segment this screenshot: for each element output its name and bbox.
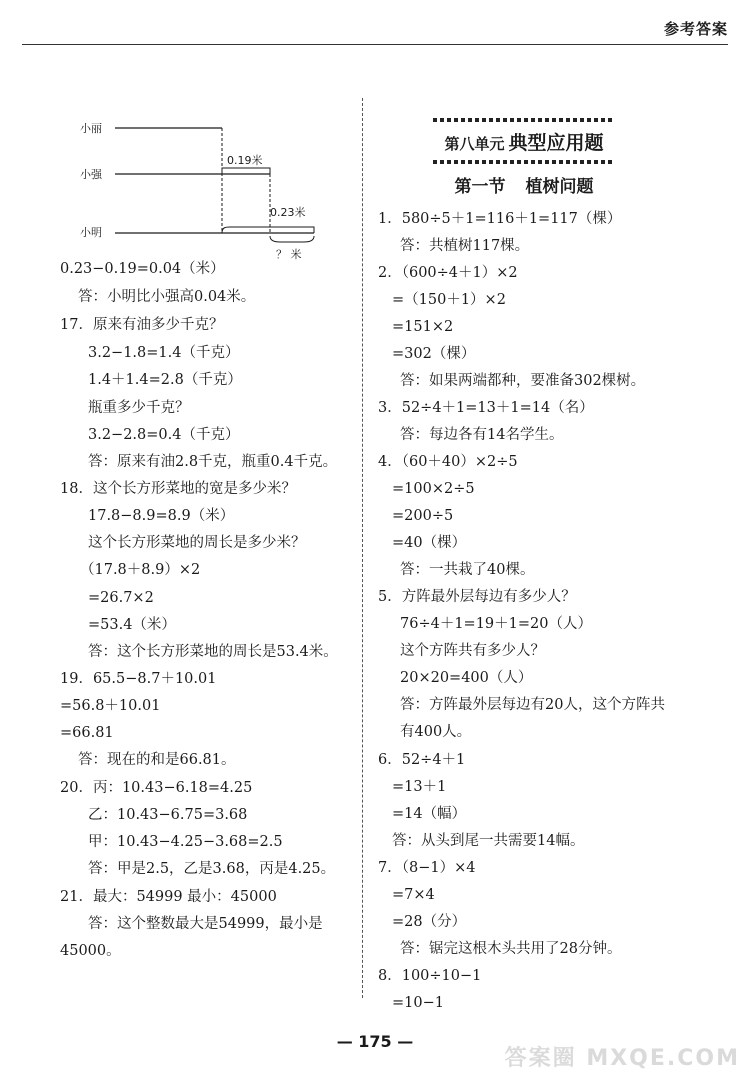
label-xiaoqiang: 小强 bbox=[80, 168, 102, 181]
right-line: =10−1 bbox=[392, 995, 444, 1011]
left-line: 答：原来有油2.8千克，瓶重0.4千克。 bbox=[88, 454, 338, 470]
left-line: 0.23−0.19=0.04（米） bbox=[60, 261, 225, 277]
left-line: 乙：10.43−6.75=3.68 bbox=[88, 807, 248, 823]
header-label: 参考答案 bbox=[663, 20, 728, 38]
section-title: 第一节 植树问题 bbox=[454, 177, 594, 197]
left-line: 19．65.5−8.7＋10.01 bbox=[60, 671, 217, 687]
unit-name: 典型应用题 bbox=[508, 132, 604, 154]
left-line: =56.8＋10.01 bbox=[60, 698, 161, 714]
left-line: 甲：10.43−4.25−3.68=2.5 bbox=[88, 834, 283, 850]
left-line: 3.2−1.8=1.4（千克） bbox=[88, 345, 240, 361]
right-line: =14（幅） bbox=[392, 806, 467, 822]
right-line: 有400人。 bbox=[400, 724, 472, 740]
right-line: 答：每边各有14名学生。 bbox=[400, 427, 564, 443]
right-line: 答：从头到尾一共需要14幅。 bbox=[392, 833, 585, 849]
watermark: 答案圈 MXQE.COM bbox=[504, 1046, 740, 1071]
left-line: 这个长方形菜地的周长是多少米？ bbox=[88, 535, 306, 551]
right-line: 答：一共栽了40棵。 bbox=[400, 562, 535, 578]
left-line: =26.7×2 bbox=[88, 590, 154, 606]
right-line: =200÷5 bbox=[392, 508, 454, 524]
left-line: （17.8＋8.9）×2 bbox=[80, 562, 201, 578]
brace-question bbox=[270, 236, 314, 242]
brace-diff1 bbox=[222, 168, 270, 174]
right-line: 答：锯完这根木头共用了28分钟。 bbox=[400, 941, 622, 957]
unit-title-border-top bbox=[433, 118, 615, 122]
right-line: 这个方阵共有多少人？ bbox=[400, 643, 545, 659]
right-line: 8．100÷10−1 bbox=[378, 968, 482, 984]
right-line: =100×2÷5 bbox=[392, 481, 475, 497]
left-line: 21．最大：54999 最小：45000 bbox=[60, 889, 277, 905]
question-label: ？ 米 bbox=[276, 248, 302, 261]
left-line: 答：现在的和是66.81。 bbox=[78, 752, 236, 768]
right-line: 5．方阵最外层每边有多少人？ bbox=[378, 589, 576, 605]
right-line: 4．（60＋40）×2÷5 bbox=[378, 454, 518, 470]
label-xiaoli: 小丽 bbox=[80, 122, 102, 135]
left-line: =53.4（米） bbox=[88, 617, 176, 633]
right-line: =28（分） bbox=[392, 914, 467, 930]
left-line: 瓶重多少千克？ bbox=[88, 400, 190, 416]
height-diagram bbox=[80, 112, 320, 267]
right-line: =302（棵） bbox=[392, 346, 476, 362]
left-line: 17.8−8.9=8.9（米） bbox=[88, 508, 235, 524]
right-line: =13＋1 bbox=[392, 779, 447, 795]
page-number: — 175 — bbox=[336, 1032, 414, 1051]
right-line: 76÷4＋1=19＋1=20（人） bbox=[400, 616, 592, 632]
unit-title-border-bottom bbox=[433, 160, 615, 164]
right-line: 3．52÷4＋1=13＋1=14（名） bbox=[378, 400, 594, 416]
left-line: 答：这个整数最大是54999，最小是 bbox=[88, 916, 323, 932]
right-line: 1．580÷5＋1=116＋1=117（棵） bbox=[378, 211, 622, 227]
unit-title bbox=[433, 118, 615, 164]
column-divider bbox=[362, 98, 363, 998]
right-line: =40（棵） bbox=[392, 535, 467, 551]
left-line: 45000。 bbox=[60, 943, 121, 959]
diff2-label: 0.23米 bbox=[270, 206, 306, 219]
unit-number: 第八单元 bbox=[444, 135, 505, 153]
left-line: 3.2−2.8=0.4（千克） bbox=[88, 427, 240, 443]
right-line: 答：如果两端都种，要准备302棵树。 bbox=[400, 373, 646, 389]
right-line: 20×20=400（人） bbox=[400, 670, 533, 686]
label-xiaoming: 小明 bbox=[80, 226, 102, 239]
left-line: 20．丙：10.43−6.18=4.25 bbox=[60, 780, 253, 796]
left-line: 答：这个长方形菜地的周长是53.4米。 bbox=[88, 644, 338, 660]
left-line: 1.4＋1.4=2.8（千克） bbox=[88, 372, 242, 388]
unit-title-text bbox=[433, 128, 615, 155]
brace-diff2 bbox=[222, 227, 314, 233]
right-line: 7．（8−1）×4 bbox=[378, 860, 476, 876]
left-line: 答：甲是2.5，乙是3.68，丙是4.25。 bbox=[88, 861, 336, 877]
right-line: 6．52÷4＋1 bbox=[378, 752, 466, 768]
left-line: 18．这个长方形菜地的宽是多少米？ bbox=[60, 481, 296, 497]
right-line: =151×2 bbox=[392, 319, 454, 335]
right-line: 答：方阵最外层每边有20人，这个方阵共 bbox=[400, 697, 665, 713]
left-line: 17．原来有油多少千克？ bbox=[60, 317, 224, 333]
left-line: =66.81 bbox=[60, 725, 114, 741]
left-line: 答：小明比小强高0.04米。 bbox=[78, 289, 256, 305]
right-line: 2．（600÷4＋1）×2 bbox=[378, 265, 518, 281]
right-line: =（150＋1）×2 bbox=[392, 292, 506, 308]
right-line: 答：共植树117棵。 bbox=[400, 238, 530, 254]
right-line: =7×4 bbox=[392, 887, 435, 903]
diff1-label: 0.19米 bbox=[227, 154, 263, 167]
header-rule bbox=[22, 44, 728, 45]
